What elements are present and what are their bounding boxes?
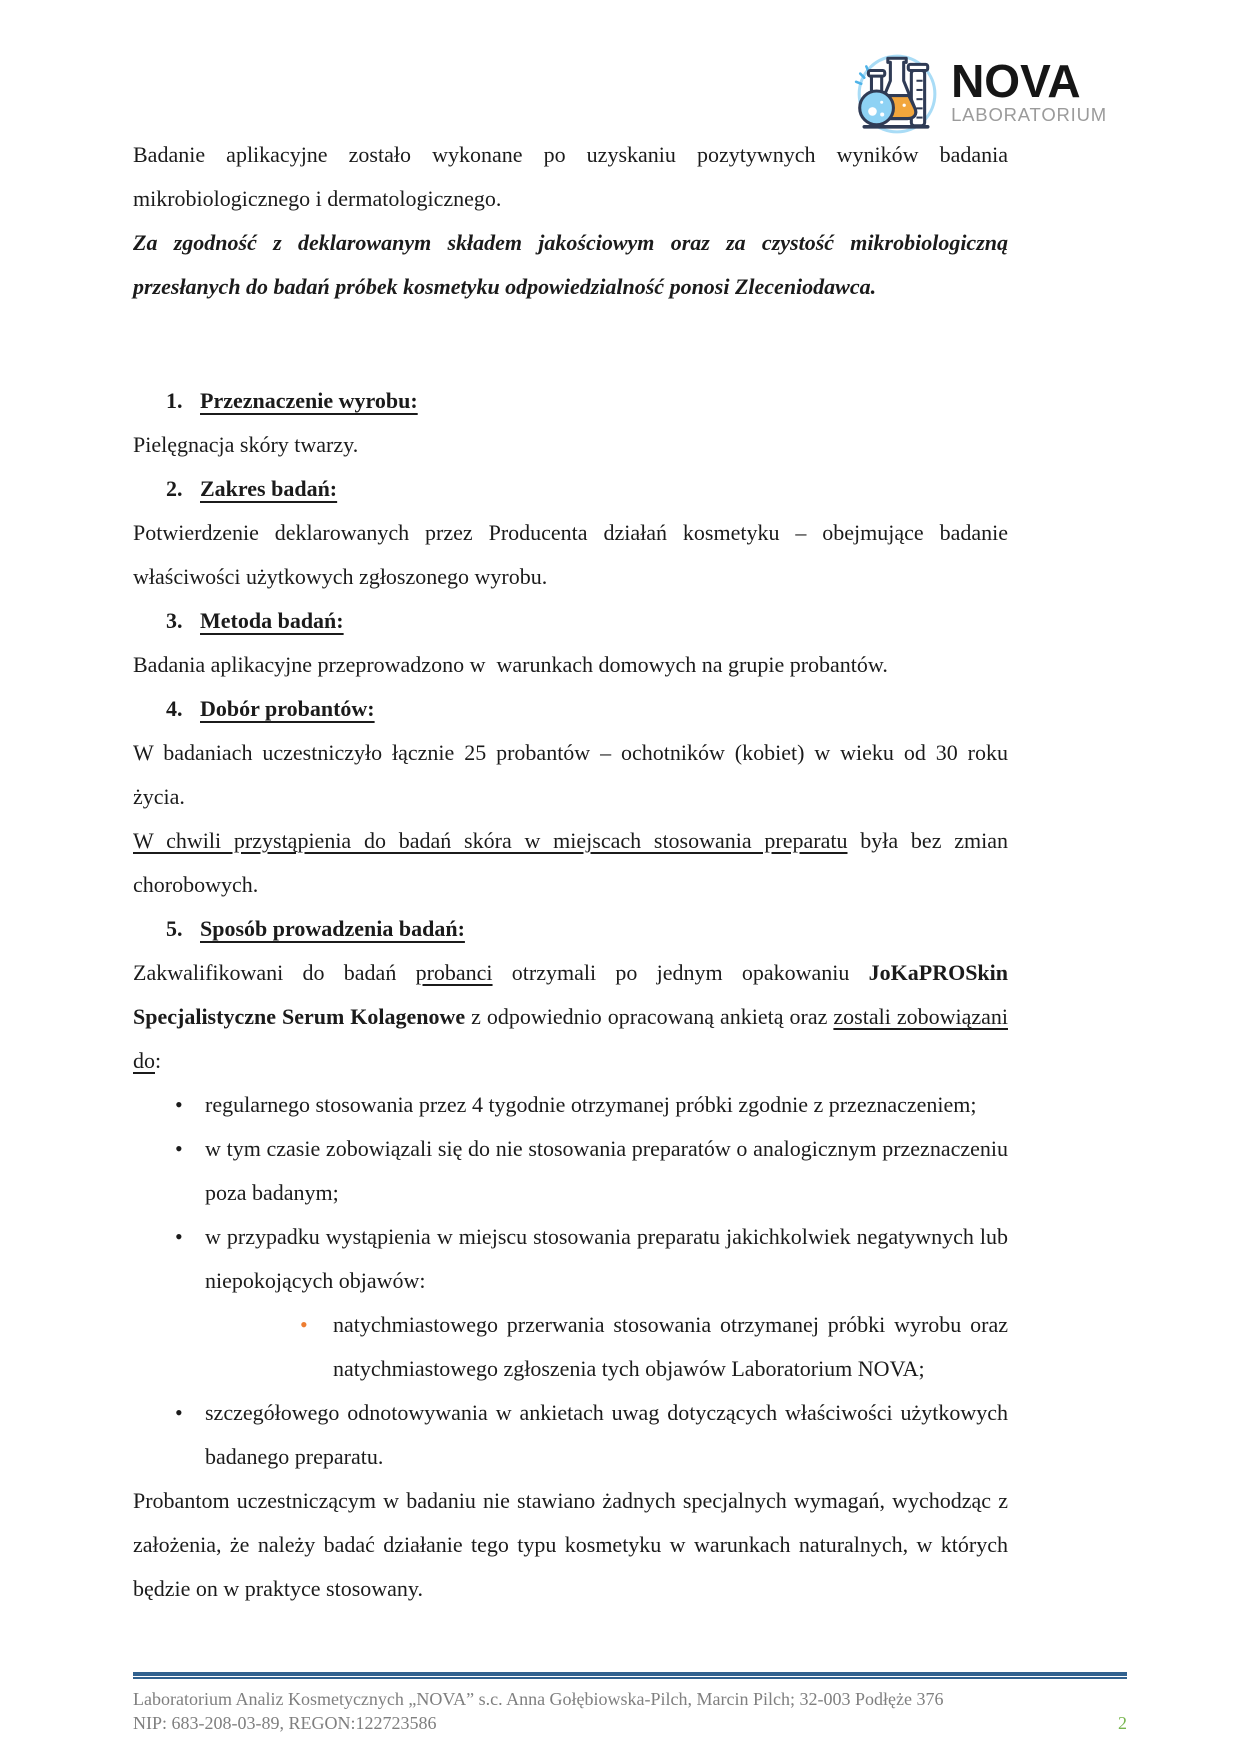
section-number-3: 3. [166,608,183,633]
section-title-2: Zakres badań: [200,476,338,501]
run-plain: : [155,1048,162,1073]
run-plain: Zakwalifikowani do badań [133,960,416,985]
bullet-text: regularnego stosowania przez 4 tygodnie otrzymanej próbki zgodnie z przeznaczeniem; [205,1092,977,1117]
run-underlined: probanci [415,960,493,985]
bullet-icon [175,1127,205,1171]
section-heading-3 [133,599,1008,643]
footer-rule [133,1672,1127,1679]
section-heading-5 [133,907,1008,951]
report-body [133,133,1008,1611]
footer-rule-thick [133,1672,1127,1676]
section-5-intro [133,951,1008,1083]
bullet-list [133,1083,1008,1479]
bullet-item [133,1391,1008,1479]
sub-bullet-text: natychmiastowego przerwania stosowania otrzymanej próbki wyrobu oraz natychmiastowego zgłoszenia tych objawów Laboratorium NOVA; [333,1312,1008,1381]
footer-company-line: Laboratorium Analiz Kosmetycznych „NOVA” s.c. Anna Gołębiowska-Pilch, Marcin Pilch; 32-003 Podłęże 376 [133,1689,944,1709]
bullet-icon [175,1215,205,1259]
logo [851,48,1107,136]
sub-bullet-item [133,1303,1008,1391]
run-plain: z odpowiednio opracowaną ankietą oraz [465,1004,834,1029]
bullet-icon-orange [300,1303,333,1347]
intro-paragraph: Badanie aplikacyjne zostało wykonane po uzyskaniu pozytywnych wyników badania mikrobiologicznego i dermatologicznego. [133,142,1008,211]
section-number-5: 5. [166,916,183,941]
section-number-4: 4. [166,696,183,721]
section-title-4: Dobór probantów: [200,696,375,721]
section-title-3: Metoda badań: [200,608,344,633]
bullet-item [133,1083,1008,1127]
section-number-2: 2. [166,476,183,501]
section-1-body: Pielęgnacja skóry twarzy. [133,432,359,457]
footer-row [133,1711,1127,1735]
page-footer [133,1672,1127,1735]
closing-paragraph: Probantom uczestniczącym w badaniu nie stawiano żadnych specjalnych wymagań, wychodząc z założenia, że należy badać działanie tego typu kosmetyku w warunkach naturalnych, w których będzie on w praktyce stosowany. [133,1488,1008,1601]
bullet-text: w przypadku wystąpienia w miejscu stosowania preparatu jakichkolwiek negatywnych lub niepokojących objawów: [205,1224,1008,1293]
logo-subtitle: LABORATORIUM [951,104,1107,125]
section-heading-4 [133,687,1008,731]
run-underlined: zostali zobowiązani do [133,1004,1008,1073]
bullet-icon [175,1391,205,1435]
section-heading-2 [133,467,1008,511]
bullet-text: w tym czasie zobowiązali się do nie stosowania preparatów o analogicznym przeznaczeniu poza badanym; [205,1136,1008,1205]
section-2-body: Potwierdzenie deklarowanych przez Producenta działań kosmetyku – obejmujące badanie właściwości użytkowych zgłoszonego wyrobu. [133,520,1008,589]
run-plain: otrzymali po jednym opakowaniu [492,960,869,985]
product-name: JoKaPROSkin Specjalistyczne Serum Kolagenowe [133,960,1009,1029]
section-heading-1 [133,379,1008,423]
section-4-body: W badaniach uczestniczyło łącznie 25 probantów – ochotników (kobiet) w wieku od 30 roku życia. [133,740,1008,809]
section-4-note-rest: była bez zmian chorobowych. [133,828,1008,897]
bullet-item [133,1127,1008,1215]
section-4-note [133,819,1008,907]
logo-title: NOVA [951,55,1081,107]
footer-rule-thin [133,1677,1127,1679]
section-4-note-underlined: W chwili przystąpienia do badań skóra w miejscach stosowania preparatu [133,828,848,853]
bullet-item [133,1215,1008,1303]
bullet-text: szczegółowego odnotowywania w ankietach uwag dotyczących właściwości użytkowych badanego preparatu. [205,1400,1008,1469]
footer-nip-regon: NIP: 683-208-03-89, REGON:122723586 [133,1713,437,1733]
bullet-icon [175,1083,205,1127]
page-number: 2 [1118,1713,1127,1733]
section-title-5: Sposób prowadzenia badań: [200,916,465,941]
section-3-body: Badania aplikacyjne przeprowadzono w warunkach domowych na grupie probantów. [133,652,888,677]
section-title-1: Przeznaczenie wyrobu: [200,388,418,413]
lab-flasks-icon [851,48,941,136]
logo-text [951,55,1107,126]
section-number-1: 1. [166,388,183,413]
disclaimer-paragraph: Za zgodność z deklarowanym składem jakościowym oraz za czystość mikrobiologiczną przesłanych do badań próbek kosmetyku odpowiedzialność ponosi Zleceniodawca. [133,230,1008,299]
